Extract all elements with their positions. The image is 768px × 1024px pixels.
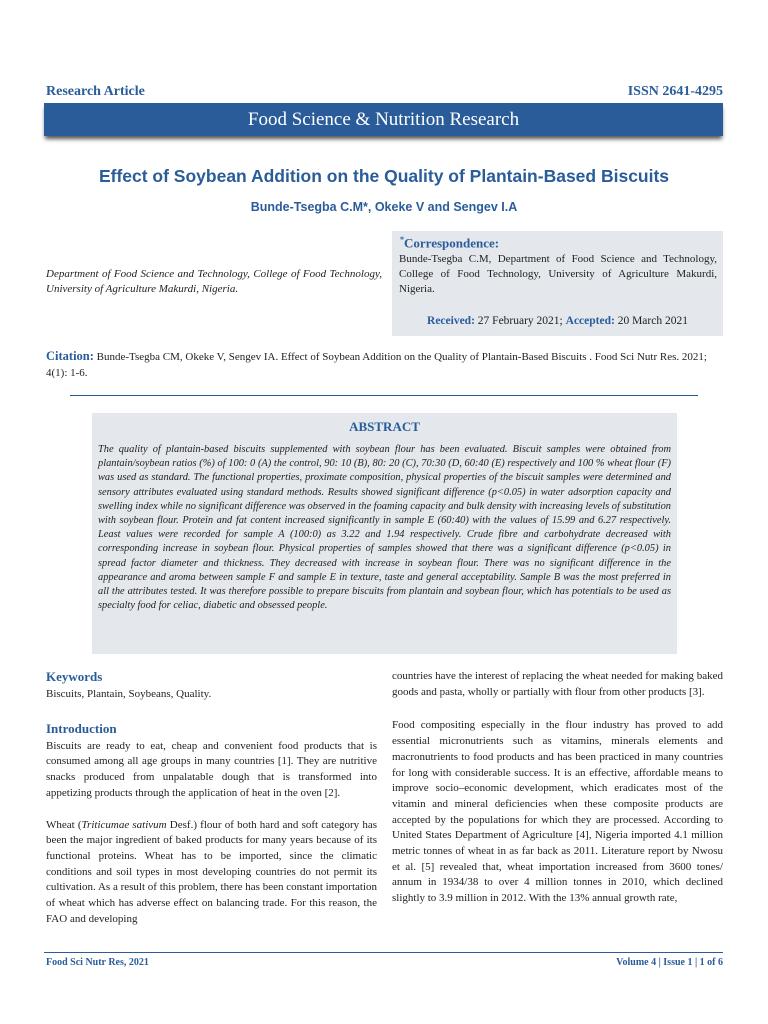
intro-paragraph-2-continued: countries have the interest of replacing the wheat needed for making baked goods and pasta, wholly or partially with flour from other products [3]. xyxy=(392,670,723,698)
article-title: Effect of Soybean Addition on the Quality of Plantain-Based Biscuits xyxy=(98,166,670,186)
footer-journal: Food Sci Nutr Res, 2021 xyxy=(46,957,149,968)
section-divider xyxy=(70,395,698,396)
journal-banner xyxy=(44,103,723,136)
intro-paragraph-3: Food compositing especially in the flour industry has proved to add essential micronutrients such as vitamins, minerals elements and macronutrients to food products and has been practiced in many countries for long with considerable success. It is an effective, affordable means to improve socio–economic development, which eradicates most of the vitamin and mineral deficiencies when these composite products are accepted by the populations for which they are processed. According to United States Department of Agriculture [4], Nigeria imported 4.1 million metric tonnes of wheat in as far back as 2011. Literature report by Nwosu et al. [5] revealed that, wheat importation increased from 3600 tones/ annum in 1934/38 to over 4 million tonnes in 2010, which declined slightly to 3.9 million in 2012. With the 13% annual growth rate, xyxy=(392,719,723,905)
received-date: 27 February 2021; xyxy=(477,315,563,327)
article-dates xyxy=(392,315,723,327)
abstract-heading: ABSTRACT xyxy=(349,419,420,434)
intro-paragraph-1: Biscuits are ready to eat, cheap and convenient food products that is consumed among all age groups in many countries [1]. They are nutritive snacks produced from unpalatable dough that is transformed into appetizing products through the application of heat in the oven [2]. xyxy=(46,739,377,799)
correspondence-heading: *Correspondence: xyxy=(400,235,500,251)
intro-paragraph-2: Wheat (Triticumae sativum Desf.) flour of both hard and soft category has been the major ingredient of baked products for many years because of its functional proteins. Wheat has to be imported, since the climatic conditions and soil types in most developing countries do not permit its cultivation. As a result of this problem, there has been constant importation of wheat which has adverse effect on balancing trade. For this reason, the FAO and developing xyxy=(46,818,377,925)
citation-label: Citation: xyxy=(46,349,94,363)
citation-block xyxy=(46,348,723,381)
abstract-box xyxy=(92,413,677,654)
article-authors: Bunde-Tsegba C.M*, Okeke V and Sengev I.A xyxy=(250,200,518,214)
footer-divider xyxy=(44,952,723,953)
species-name: Triticumae sativum xyxy=(81,818,167,831)
author-affiliation: Department of Food Science and Technology, College of Food Technology, University of Agriculture Makurdi, Nigeria. xyxy=(46,268,382,295)
correspondence-marker: * xyxy=(400,235,404,244)
footer-volume: Volume 4 | Issue 1 | 1 of 6 xyxy=(616,957,723,968)
received-label: Received: xyxy=(427,315,475,327)
correspondence-box xyxy=(392,231,723,336)
introduction-heading: Introduction xyxy=(46,720,117,736)
keywords-heading: Keywords xyxy=(46,669,103,684)
keywords-text: Biscuits, Plantain, Soybeans, Quality. xyxy=(46,688,212,700)
left-column xyxy=(46,669,377,937)
issn-label: ISSN 2641-4295 xyxy=(627,84,723,99)
right-column xyxy=(392,669,723,917)
abstract-text: The quality of plantain-based biscuits supplemented with soybean flour has been evaluated. Biscuit samples were obtained from plantain/soybean ratios (%) of 100: 0 (A) the control, 90: 10 (B), 80: 20 (C), 70:30 (D, 60:40 (E) respectively and 100 % wheat flour (F) was used as standard. The functional properties, proximate composition, physical properties of the biscuit samples were determined and sensory attributes evaluated using standard methods. Results showed significant difference (p<0.05) in water adsorption capacity and swelling index while no significant difference was observed in the foaming capacity and bulk density with increasing levels of substitution with soybean flour. Protein and fat content increased significantly in sample E (60:40) with the values of 15.99 and 6.27 respectively. Least values were recorded for sample A (100:0) as 3.22 and 1.94 respectively. Crude fibre and carbohydrate decreased with corresponding increase in soybean flour. Physical properties of samples showed that there was a significant difference (p<0.05) in spread factor diameter and thickness. They decreased with increase in soybean flour. There was no significant difference in the appearance and aroma between sample F and sample E in texture, taste and general acceptability. Sample B was the most preferred in all the attributes tested. It was therefore possible to prepare biscuits from plantain and soybean flour, which has potentials to be used as specialty food for celiac, diabetic and obsessed people. xyxy=(98,444,671,612)
citation-text: Bunde-Tsegba CM, Okeke V, Sengev IA. Effect of Soybean Addition on the Quality of Plantain-Based Biscuits . Food Sci Nutr Res. 2021; 4(1): 1-6. xyxy=(46,351,707,379)
correspondence-text: Bunde-Tsegba C.M, Department of Food Science and Technology, College of Food Technology, University of Agriculture Makurdi, Nigeria. xyxy=(399,253,717,295)
journal-name: Food Science & Nutrition Research xyxy=(247,108,520,130)
accepted-label: Accepted: xyxy=(565,315,615,327)
article-type-label: Research Article xyxy=(46,84,145,99)
accepted-date: 20 March 2021 xyxy=(617,315,688,327)
